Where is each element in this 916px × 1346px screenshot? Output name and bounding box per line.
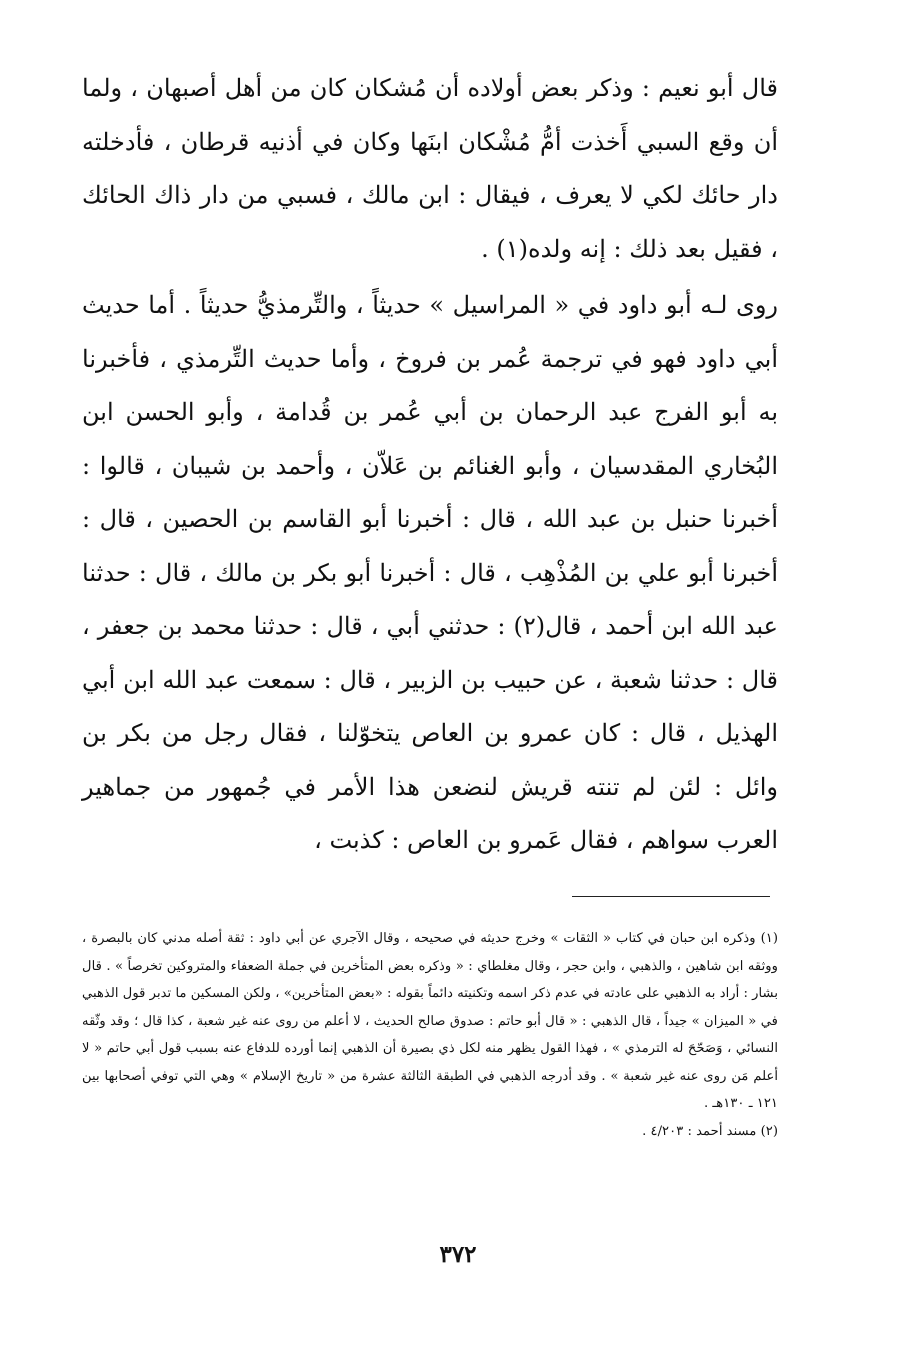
footnote-divider <box>572 896 770 897</box>
main-text <box>82 62 778 868</box>
page-number: ٣٧٢ <box>439 1241 477 1268</box>
paragraph: قال أبو نعيم : وذكر بعض أولاده أن مُشكان كان من أهل أصبهان ، ولما أن وقع السبي أَخذت أمُّ مُشْكان ابنَها وكان في أذنيه قرطان ، فأدخلته دار حائك لكي لا يعرف ، فيقال : ابن مالك ، فسبي من دار ذاك الحائك ، فقيل بعد ذلك : إنه ولده(١) . <box>82 74 778 263</box>
footnote: (١) وذكره ابن حبان في كتاب « الثقات » وخرج حديثه في صحيحه ، وقال الآجري عن أبي داود : ثقة أصله مدني كان بالبصرة ، ووثقه ابن شاهين ، والذهبي ، وابن حجر ، وقال مغلطاي : « وذكره بعض المتأخرين في جملة الضعفاء والمتروكين تخرصاً » . قال بشار : أراد به الذهبي على عادته في عدم ذكر اسمه وتكنيته دائماً بقوله : «بعض المتأخرين» ، ولكن المسكين ما تدبر قول الذهبي في « الميزان » جيداً ، قال الذهبي : « قال أبو حاتم : صدوق صالح الحديث ، لا أعلم من روى عنه غير شعبة ، كذا قال ؛ وقد وثّقه النسائي ، وَصَحّحَ له الترمذي » ، فهذا القول يظهر منه لكل ذي بصيرة أن الذهبي إنما أورده للدفاع عنه بسبب قول أبي حاتم « لا أعلم مَن روى عنه غير شعبة » . وقد أدرجه الذهبي في الطبقة الثالثة عشرة من « تاريخ الإسلام » وهي التي توفي أصحابها بين ١٢١ ـ ١٣٠هـ . <box>82 931 778 1111</box>
paragraph: روى لـه أبو داود في « المراسيل » حديثاً ، والتِّرمذيُّ حديثاً . أما حديث أبي داود فهو في ترجمة عُمر بن فروخ ، وأما حديث التِّرمذي ، فأخبرنا به أبو الفرج عبد الرحمان بن أبي عُمر بن قُدامة ، وأبو الحسن ابن البُخاري المقدسيان ، وأبو الغنائم بن عَلاّن ، وأحمد بن شيبان ، قالوا : أخبرنا حنبل بن عبد الله ، قال : أخبرنا أبو القاسم بن الحصين ، قال : أخبرنا أبو علي بن المُذْهِب ، قال : أخبرنا أبو بكر بن مالك ، قال : حدثنا عبد الله ابن أحمد ، قال(٢) : حدثني أبي ، قال : حدثنا محمد بن جعفر ، قال : حدثنا شعبة ، عن حبيب بن الزبير ، قال : سمعت عبد الله ابن أبي الهذيل ، قال : كان عمرو بن العاص يتخوّلنا ، فقال رجل من بكر بن وائل : لئن لم تنته قريش لنضعن هذا الأمر في جُمهور من جماهير العرب سواهم ، فقال عَمرو بن العاص : كذبت ، <box>82 291 778 854</box>
footnote: (٢) مسند أحمد : ٤/٢٠٣ . <box>642 1123 778 1139</box>
footnotes <box>82 925 778 1145</box>
